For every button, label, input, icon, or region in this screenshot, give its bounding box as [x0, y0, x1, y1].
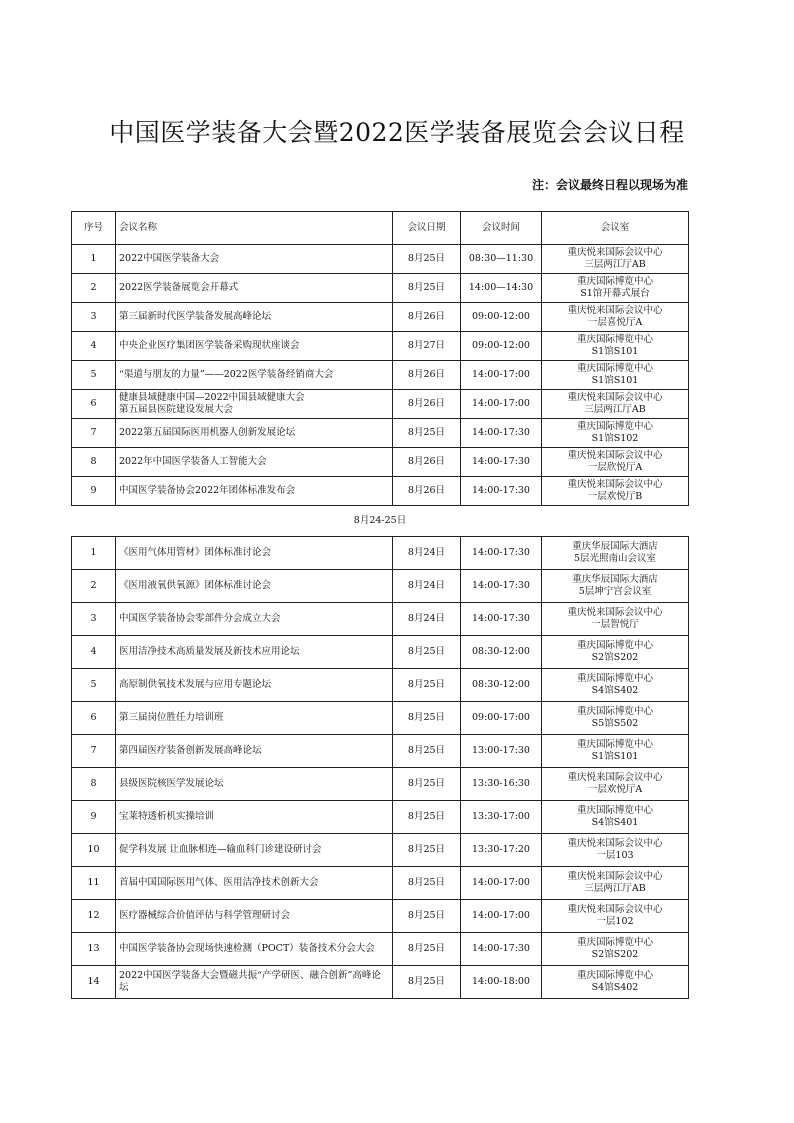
table-row	[72, 834, 689, 867]
row-number: 2	[72, 274, 116, 303]
meeting-time: 13:30-16:30	[461, 768, 542, 801]
meeting-date: 8月25日	[393, 636, 461, 669]
row-number: 11	[72, 867, 116, 900]
meeting-name	[116, 867, 393, 900]
row-number: 7	[72, 735, 116, 768]
meeting-time: 14:00-17:00	[461, 867, 542, 900]
meeting-time: 14:00-17:30	[461, 570, 542, 603]
meeting-date: 8月26日	[393, 390, 461, 419]
meeting-date: 8月27日	[393, 332, 461, 361]
room-venue: 重庆国际博览中心	[576, 805, 653, 816]
room-hall: 一层欢悦厅A	[587, 784, 643, 795]
room-hall: S2馆S202	[591, 652, 639, 663]
room-hall: 5层光照南山会议室	[573, 553, 657, 564]
meeting-name	[116, 448, 393, 477]
meeting-name	[116, 735, 393, 768]
row-number: 8	[72, 448, 116, 477]
room-venue: 重庆华辰国际大酒店	[572, 574, 658, 585]
meeting-room	[542, 361, 689, 390]
page-title: 中国医学装备大会暨2022医学装备展览会会议日程	[109, 118, 685, 147]
meeting-room	[542, 636, 689, 669]
meeting-room	[542, 669, 689, 702]
table-row	[72, 274, 689, 303]
meeting-room	[542, 933, 689, 966]
section-divider-row	[72, 506, 689, 537]
meeting-time: 09:00-12:00	[461, 332, 542, 361]
meeting-time: 14:00-17:30	[461, 419, 542, 448]
meeting-name	[116, 245, 393, 274]
meeting-date: 8月25日	[393, 933, 461, 966]
room-venue: 重庆国际博览中心	[576, 640, 653, 651]
meeting-name-line: 2022中国医学装备大会暨磁共振“产学研医、融合创新”高峰论坛	[119, 970, 381, 993]
meeting-date: 8月25日	[393, 801, 461, 834]
table-row	[72, 966, 689, 999]
row-number: 8	[72, 768, 116, 801]
row-number: 10	[72, 834, 116, 867]
row-number: 5	[72, 669, 116, 702]
row-number: 2	[72, 570, 116, 603]
meeting-room	[542, 570, 689, 603]
room-venue: 重庆国际博览中心	[576, 937, 653, 948]
room-venue: 重庆悦来国际会议中心	[567, 904, 663, 915]
meeting-time: 14:00-17:30	[461, 537, 542, 570]
table-row	[72, 419, 689, 448]
meeting-time: 09:00-17:00	[461, 702, 542, 735]
meeting-date: 8月25日	[393, 834, 461, 867]
room-hall: S1馆S101	[591, 751, 639, 762]
meeting-time: 14:00-17:00	[461, 390, 542, 419]
meeting-date: 8月25日	[393, 274, 461, 303]
room-hall: 三层两江厅AB	[584, 259, 646, 270]
meeting-name	[116, 966, 393, 999]
table-row	[72, 900, 689, 933]
row-number: 9	[72, 801, 116, 834]
room-hall: S2馆S202	[591, 949, 639, 960]
room-venue: 重庆悦来国际会议中心	[567, 838, 663, 849]
meeting-time: 14:00-17:30	[461, 448, 542, 477]
meeting-name-line: 第四届医疗装备创新发展高峰论坛	[119, 745, 262, 756]
meeting-date: 8月24日	[393, 603, 461, 636]
table-row	[72, 867, 689, 900]
room-venue: 重庆悦来国际会议中心	[567, 607, 663, 618]
room-hall: 三层两江厅AB	[584, 404, 646, 415]
meeting-name	[116, 834, 393, 867]
meeting-date: 8月25日	[393, 966, 461, 999]
meeting-room	[542, 419, 689, 448]
room-venue: 重庆悦来国际会议中心	[567, 871, 663, 882]
meeting-name	[116, 303, 393, 332]
meeting-time: 13:30-17:00	[461, 801, 542, 834]
meeting-name-line: 县级医院核医学发展论坛	[119, 778, 224, 789]
meeting-date: 8月26日	[393, 477, 461, 506]
table-header-row	[72, 212, 689, 245]
header-name: 会议名称	[116, 212, 393, 245]
meeting-room	[542, 867, 689, 900]
room-hall: 一层喜悦厅A	[587, 317, 643, 328]
meeting-time: 14:00-17:30	[461, 933, 542, 966]
table-row	[72, 448, 689, 477]
meeting-room	[542, 735, 689, 768]
room-venue: 重庆国际博览中心	[576, 673, 653, 684]
meeting-room	[542, 603, 689, 636]
meeting-name-line: 《医用气体用管材》团体标准讨论会	[119, 547, 272, 558]
table-row	[72, 735, 689, 768]
meeting-time: 09:00-12:00	[461, 303, 542, 332]
room-venue: 重庆国际博览中心	[576, 970, 653, 981]
meeting-date: 8月25日	[393, 768, 461, 801]
meeting-name	[116, 570, 393, 603]
meeting-time: 14:00-18:00	[461, 966, 542, 999]
meeting-name	[116, 477, 393, 506]
meeting-name-line: 2022中国医学装备大会	[119, 253, 220, 264]
room-venue: 重庆悦来国际会议中心	[567, 247, 663, 258]
row-number: 4	[72, 636, 116, 669]
meeting-room	[542, 537, 689, 570]
meeting-room	[542, 900, 689, 933]
room-hall: S4馆S401	[591, 817, 639, 828]
meeting-room	[542, 448, 689, 477]
meeting-date: 8月26日	[393, 361, 461, 390]
room-hall: 一层欢悦厅B	[587, 491, 643, 502]
meeting-date: 8月25日	[393, 900, 461, 933]
schedule-note: 注：会议最终日程以现场为准	[531, 178, 688, 192]
room-hall: 一层102	[596, 916, 634, 927]
table-row	[72, 245, 689, 274]
room-hall: 三层两江厅AB	[584, 883, 646, 894]
table-row	[72, 768, 689, 801]
meeting-name	[116, 274, 393, 303]
meeting-name-line: 2022年中国医学装备人工智能大会	[119, 456, 267, 467]
room-venue: 重庆国际博览中心	[576, 739, 653, 750]
header-no: 序号	[72, 212, 116, 245]
meeting-time: 13:00-17:30	[461, 735, 542, 768]
meeting-name	[116, 669, 393, 702]
header-room: 会议室	[542, 212, 689, 245]
room-hall: S5馆S502	[591, 718, 639, 729]
room-hall: S1馆开幕式展台	[580, 288, 650, 299]
room-venue: 重庆悦来国际会议中心	[567, 772, 663, 783]
header-date: 会议日期	[393, 212, 461, 245]
meeting-time: 08:30—11:30	[461, 245, 542, 274]
table-row	[72, 636, 689, 669]
row-number: 1	[72, 245, 116, 274]
meeting-time: 14:00—14:30	[461, 274, 542, 303]
table-row	[72, 702, 689, 735]
row-number: 12	[72, 900, 116, 933]
meeting-name	[116, 900, 393, 933]
meeting-name	[116, 390, 393, 419]
meeting-date: 8月25日	[393, 867, 461, 900]
meeting-name	[116, 702, 393, 735]
meeting-name	[116, 603, 393, 636]
room-hall: 一层欣悦厅A	[587, 462, 643, 473]
meeting-name	[116, 361, 393, 390]
meeting-name-line: 《医用液氧供氧源》团体标准讨论会	[119, 580, 272, 591]
room-hall: S1馆S101	[591, 375, 639, 386]
room-hall: 一层智悦厅	[591, 619, 639, 630]
meeting-time: 14:00-17:30	[461, 477, 542, 506]
row-number: 6	[72, 390, 116, 419]
row-number: 4	[72, 332, 116, 361]
meeting-date: 8月25日	[393, 419, 461, 448]
meeting-date: 8月26日	[393, 303, 461, 332]
room-venue: 重庆悦来国际会议中心	[567, 305, 663, 316]
table-row	[72, 603, 689, 636]
row-number: 5	[72, 361, 116, 390]
meeting-time: 14:00-17:30	[461, 603, 542, 636]
meeting-name	[116, 933, 393, 966]
room-hall: S4馆S402	[591, 982, 639, 993]
row-number: 3	[72, 303, 116, 332]
meeting-name-line: 中国医学装备协会零部件分会成立大会	[119, 613, 281, 624]
meeting-room	[542, 477, 689, 506]
room-hall: S1馆S101	[591, 346, 639, 357]
row-number: 14	[72, 966, 116, 999]
row-number: 7	[72, 419, 116, 448]
meeting-name-line: 医用洁净技术高质量发展及新技术应用论坛	[119, 646, 300, 657]
meeting-name	[116, 332, 393, 361]
meeting-name-line: 第三届新时代医学装备发展高峰论坛	[119, 311, 272, 322]
row-number: 6	[72, 702, 116, 735]
meeting-room	[542, 245, 689, 274]
meeting-room	[542, 303, 689, 332]
room-hall: 一层103	[596, 850, 634, 861]
room-hall: S1馆S102	[591, 433, 639, 444]
meeting-name-line: 2022第五届国际医用机器人创新发展论坛	[119, 427, 296, 438]
meeting-time: 13:30-17:20	[461, 834, 542, 867]
meeting-date: 8月25日	[393, 702, 461, 735]
meeting-name	[116, 801, 393, 834]
meeting-date: 8月26日	[393, 448, 461, 477]
room-hall: 5层坤宁宫会议室	[578, 586, 652, 597]
table-row	[72, 361, 689, 390]
meeting-room	[542, 390, 689, 419]
table-row	[72, 669, 689, 702]
meeting-date: 8月24日	[393, 570, 461, 603]
room-venue: 重庆悦来国际会议中心	[567, 450, 663, 461]
header-time: 会议时间	[461, 212, 542, 245]
table-row	[72, 303, 689, 332]
row-number: 3	[72, 603, 116, 636]
meeting-time: 14:00-17:00	[461, 361, 542, 390]
table-row	[72, 390, 689, 419]
meeting-time: 14:00-17:00	[461, 900, 542, 933]
row-number: 13	[72, 933, 116, 966]
room-venue: 重庆国际博览中心	[576, 334, 653, 345]
meeting-date: 8月25日	[393, 245, 461, 274]
row-number: 1	[72, 537, 116, 570]
table-row	[72, 570, 689, 603]
room-venue: 重庆悦来国际会议中心	[567, 479, 663, 490]
meeting-name-line: 首届中国国际医用气体、医用洁净技术创新大会	[119, 877, 319, 888]
meeting-name-line: 中央企业医疗集团医学装备采购现状座谈会	[119, 340, 300, 351]
room-venue: 重庆国际博览中心	[576, 276, 653, 287]
table-row	[72, 801, 689, 834]
meeting-room	[542, 966, 689, 999]
meeting-room	[542, 834, 689, 867]
meeting-date: 8月25日	[393, 669, 461, 702]
meeting-name-line: 第三届岗位胜任力培训班	[119, 712, 224, 723]
section-label: 8月24-25日	[72, 506, 689, 537]
table-row	[72, 537, 689, 570]
meeting-room	[542, 332, 689, 361]
meeting-name-line: 2022医学装备展览会开幕式	[119, 282, 239, 293]
room-venue: 重庆悦来国际会议中心	[567, 392, 663, 403]
table-body	[72, 245, 689, 999]
meeting-name-line: 医疗器械综合价值评估与科学管理研讨会	[119, 910, 291, 921]
meeting-room	[542, 768, 689, 801]
meeting-name	[116, 768, 393, 801]
room-venue: 重庆国际博览中心	[576, 363, 653, 374]
room-hall: S4馆S402	[591, 685, 639, 696]
meeting-date: 8月24日	[393, 537, 461, 570]
meeting-room	[542, 702, 689, 735]
room-venue: 重庆华辰国际大酒店	[572, 541, 658, 552]
table-row	[72, 933, 689, 966]
meeting-name-line: “渠道与朋友的力量”——2022医学装备经销商大会	[119, 369, 334, 380]
meeting-name	[116, 419, 393, 448]
meeting-name-line: 中国医学装备协会2022年团体标准发布会	[119, 485, 296, 496]
meeting-name	[116, 636, 393, 669]
table-row	[72, 477, 689, 506]
meeting-name-line: 中国医学装备协会现场快速检测（POCT）装备技术分会大会	[119, 943, 375, 954]
meeting-name-line: 促学科发展 让血脉相连—输血科门诊建设研讨会	[119, 844, 322, 855]
meeting-name	[116, 537, 393, 570]
room-venue: 重庆国际博览中心	[576, 706, 653, 717]
schedule-table	[71, 211, 689, 999]
meeting-name-line: 健康县域健康中国—2022中国县域健康大会	[119, 392, 305, 403]
table-row	[72, 332, 689, 361]
meeting-date: 8月25日	[393, 735, 461, 768]
room-venue: 重庆国际博览中心	[576, 421, 653, 432]
meeting-room	[542, 274, 689, 303]
meeting-room	[542, 801, 689, 834]
meeting-name-line: 宝莱特透析机实操培训	[119, 811, 215, 822]
meeting-name-line: 高原制供氧技术发展与应用专题论坛	[119, 679, 272, 690]
meeting-time: 08:30-12:00	[461, 669, 542, 702]
row-number: 9	[72, 477, 116, 506]
meeting-name-line-2: 第五届县医院建设发展大会	[119, 404, 234, 415]
meeting-time: 08:30-12:00	[461, 636, 542, 669]
